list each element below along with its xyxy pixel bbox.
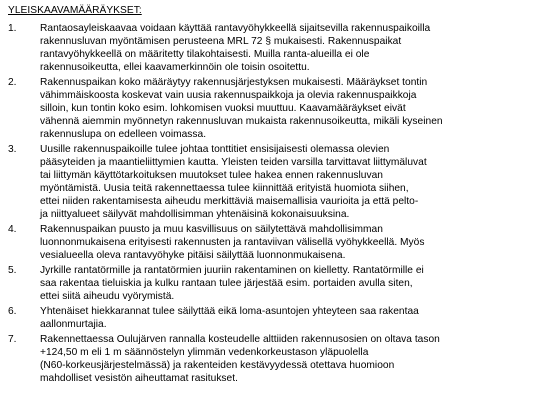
- item-text: Rakennettaessa Oulujärven rannalla kosteudelle alttiiden rakennusosien on oltava tason +124,50 m eli 1 m säännöstelyn ylimmän vedenkorkeustason yläpuolella (N60-korkeusjärjestelmässä) ja rakenteiden kestävyydessä otettava huomioon mahdolliset vesistön aiheuttamat rasitukset.: [40, 334, 440, 384]
- list-item: [8, 143, 548, 221]
- item-text: Rakennuspaikan koko määräytyy rakennusjärjestyksen mukaisesti. Määräykset tontin vähimmäiskoosta koskevat vain uusia rakennuspaikkoja ja olevia rakennuspaikkoja silloin, kun tontin koko esim. lohkomisen vuoksi muuttuu. Kaavamääräykset eivät vähennä aiemmin myönnetyn rakennusluvan mukaista rakennusoikeutta, mikäli kyseinen rakennuslupa on edelleen voimassa.: [40, 77, 443, 140]
- list-item: [8, 264, 548, 303]
- item-text: Yhtenäiset hiekkarannat tulee säilyttää eikä loma-asuntojen yhteyteen saa rakentaa aallonmurtajia.: [40, 306, 419, 330]
- list-item: [8, 305, 548, 331]
- item-text: Rantaosayleiskaavaa voidaan käyttää rantavyöhykkeellä sijaitsevilla rakennuspaikoilla rakennusluvan myöntämisen perusteena MRL 72 § mukaisesti. Rakennuspaikat rantavyöhykkeellä on määritetty tilakohtaisesti. Muilla ranta-alueilla ei ole rakennusoikeutta, ellei kaavamerkinnöin ole toisin osoitettu.: [40, 23, 431, 73]
- item-number: 4.: [8, 224, 17, 235]
- item-number: 5.: [8, 265, 17, 276]
- item-number: 2.: [8, 77, 17, 88]
- document-heading: YLEISKAAVAMÄÄRÄYKSET:: [8, 5, 142, 16]
- list-item: [8, 76, 548, 141]
- item-number: 7.: [8, 334, 17, 345]
- item-text: Rakennuspaikan puusto ja muu kasvillisuus on säilytettävä mahdollisimman luonnonmukaisena erityisesti rakennusten ja rantaviivan välisellä vyöhykkeellä. Myös vesialueella oleva rantavyöhyke pitäisi säilyttää luonnonmukaisena.: [40, 224, 425, 261]
- regulations-list: [8, 22, 548, 385]
- list-item: [8, 333, 548, 385]
- list-item: [8, 22, 548, 74]
- item-text: Uusille rakennuspaikoille tulee johtaa tonttitiet ensisijaisesti olemassa olevien pääsyteiden ja maantieliittymien kautta. Yleisten teiden varsilla tarvittavat liittymäluvat tai liittymän käyttötarkoituksen muutokset tulee hakea ennen rakennusluvan myöntämistä. Uusia teitä rakennettaessa tulee kiinnittää erityistä huomiota siihen, ettei niiden rakentamisesta aiheudu merkittäviä maisemallisia vaurioita ja että pelto- ja niittyalueet säilyvät mahdollisimman yhtenäisinä kokonaisuuksina.: [40, 144, 427, 220]
- item-number: 3.: [8, 144, 17, 155]
- list-item: [8, 223, 548, 262]
- item-text: Jyrkille rantatörmille ja rantatörmien juuriin rakentaminen on kielletty. Rantatörmille ei saa rakentaa tieluiskia ja kulku rantaan tulee järjestää esim. portaiden avulla siten, ettei siitä aiheudu vyörymistä.: [40, 265, 424, 302]
- item-number: 6.: [8, 306, 17, 317]
- item-number: 1.: [8, 23, 17, 34]
